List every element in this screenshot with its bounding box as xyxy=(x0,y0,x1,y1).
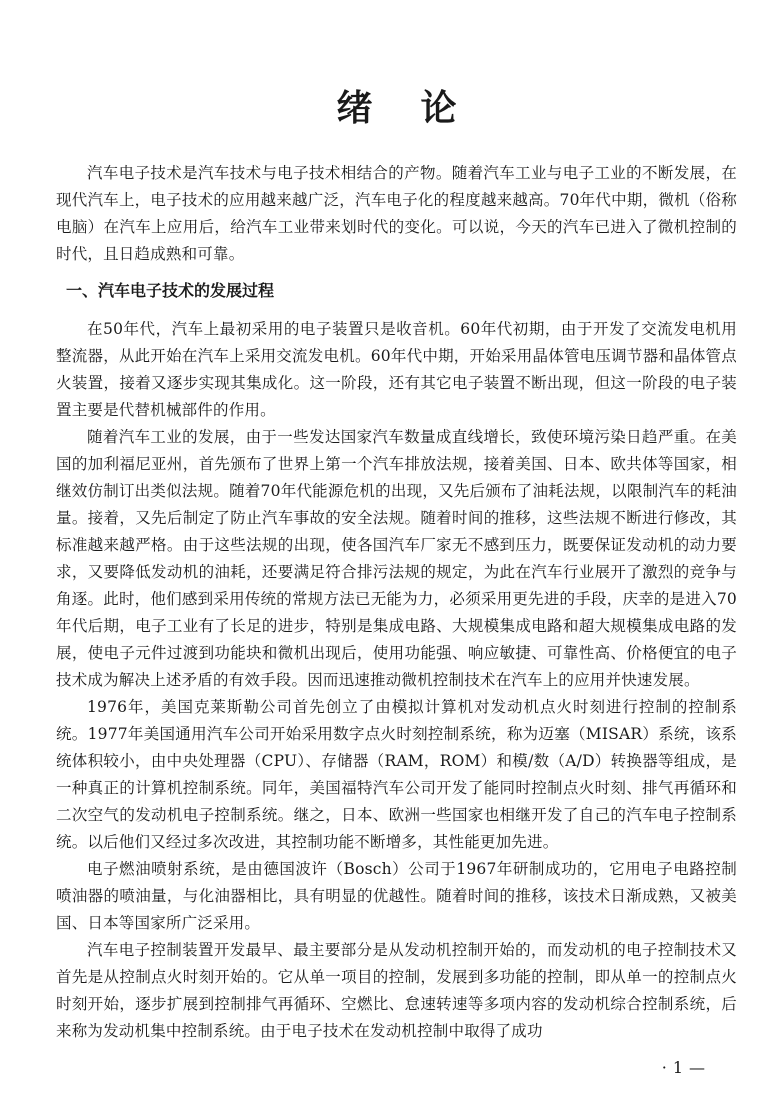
body-paragraph: 电子燃油喷射系统，是由德国波许（Bosch）公司于1967年研制成功的，它用电子电路控制喷油器的喷油量，与化油器相比，具有明显的优越性。随着时间的推移，该技术日渐成熟，又被美国、日本等国家所广泛采用。 xyxy=(56,860,737,932)
body-paragraph: 1976年，美国克莱斯勒公司首先创立了由模拟计算机对发动机点火时刻进行控制的控制系统。1977年美国通用汽车公司开始采用数字点火时刻控制系统，称为迈塞（MISAR）系统，该系统体积较小，由中央处理器（CPU）、存储器（RAM，ROM）和模/数（A/D）转换器等组成，是一种真正的计算机控制系统。同年，美国福特汽车公司开发了能同时控制点火时刻、排气再循环和二次空气的发动机电子控制系统。继之，日本、欧洲一些国家也相继开发了自己的汽车电子控制系统。以后他们又经过多次改进，其控制功能不断增多，其性能更加先进。 xyxy=(56,698,737,851)
body-text xyxy=(56,160,737,1045)
section-heading: 一、汽车电子技术的发展过程 xyxy=(66,281,275,300)
intro-paragraph: 汽车电子技术是汽车技术与电子技术相结合的产物。随着汽车工业与电子工业的不断发展，在现代汽车上，电子技术的应用越来越广泛，汽车电子化的程度越来越高。70年代中期，微机（俗称电脑）在汽车上应用后，给汽车工业带来划时代的变化。可以说，今天的汽车已进入了微机控制的时代，且日趋成熟和可靠。 xyxy=(56,164,737,263)
body-paragraph: 汽车电子控制装置开发最早、最主要部分是从发动机控制开始的，而发动机的电子控制技术又首先是从控制点火时刻开始的。它从单一项目的控制，发展到多功能的控制，即从单一的控制点火时刻开始，逐步扩展到控制排气再循环、空燃比、怠速转速等多项内容的发动机综合控制系统，后来称为发动机集中控制系统。由于电子技术在发动机控制中取得了成功 xyxy=(56,941,737,1040)
body-paragraph: 随着汽车工业的发展，由于一些发达国家汽车数量成直线增长，致使环境污染日趋严重。在美国的加利福尼亚州，首先颁布了世界上第一个汽车排放法规，接着美国、日本、欧共体等国家，相继效仿制订出类似法规。随着70年代能源危机的出现，又先后颁布了油耗法规，以限制汽车的耗油量。接着，又先后制定了防止汽车事故的安全法规。随着时间的推移，这些法规不断进行修改，其标准越来越严格。由于这些法规的出现，使各国汽车厂家无不感到压力，既要保证发动机的动力要求，又要降低发动机的油耗，还要满足符合排污法规的规定，为此在汽车行业展开了激烈的竞争与角逐。此时，他们感到采用传统的常规方法已无能为力，必须采用更先进的手段，庆幸的是进入70年代后期，电子工业有了长足的进步，特别是集成电路、大规模集成电路和超大规模集成电路的发展，使电子元件过渡到功能块和微机出现后，使用功能强、响应敏捷、可靠性高、价格便宜的电子技术成为解决上述矛盾的有效手段。因而迅速推动微机控制技术在汽车上的应用并快速发展。 xyxy=(56,428,737,689)
page-title: 绪论 xyxy=(336,87,505,129)
body-paragraph: 在50年代，汽车上最初采用的电子装置只是收音机。60年代初期，由于开发了交流发电机用整流器，从此开始在汽车上采用交流发电机。60年代中期，开始采用晶体管电压调节器和晶体管点火装置，接着又逐步实现其集成化。这一阶段，还有其它电子装置不断出现，但这一阶段的电子装置主要是代替机械部件的作用。 xyxy=(56,320,737,419)
page-number: ·1— xyxy=(661,1058,711,1077)
